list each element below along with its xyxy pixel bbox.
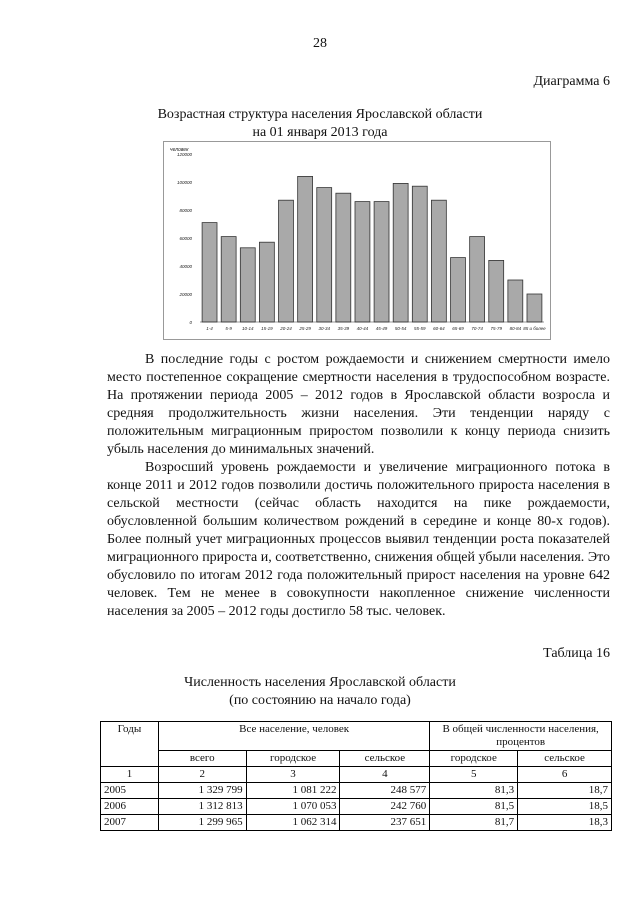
bar <box>489 260 504 322</box>
cell-total: 1 299 965 <box>158 815 246 831</box>
table-row <box>101 783 612 799</box>
bar <box>221 237 236 322</box>
table-header-row <box>101 722 612 751</box>
cell-rural-share: 18,3 <box>518 815 612 831</box>
x-tick-label: 50-54 <box>394 326 407 331</box>
y-axis-label: человек <box>170 147 189 153</box>
y-tick-label: 100000 <box>176 180 192 185</box>
x-tick-label: 10-14 <box>242 326 254 331</box>
cell-rural-share: 18,5 <box>518 799 612 815</box>
bar-chart <box>164 142 550 339</box>
y-tick-label: 60000 <box>179 236 192 241</box>
column-number: 1 <box>101 767 159 783</box>
x-tick-label: 55-59 <box>414 326 426 331</box>
chart-title-line2: на 01 января 2013 года <box>252 125 388 140</box>
bar <box>202 223 217 322</box>
table-row <box>101 815 612 831</box>
cell-year: 2006 <box>101 799 159 815</box>
header-rural: сельское <box>340 751 430 767</box>
x-tick-label: 20-24 <box>280 326 292 331</box>
table-label: Таблица 16 <box>543 646 610 661</box>
header-all: всего <box>158 751 246 767</box>
body-text <box>107 351 610 621</box>
cell-year: 2005 <box>101 783 159 799</box>
bar <box>355 202 370 322</box>
y-tick-label: 120000 <box>176 152 192 157</box>
table-title-line1: Численность населения Ярославской области <box>184 675 456 690</box>
x-tick-label: 70-74 <box>471 326 483 331</box>
cell-total: 1 312 813 <box>158 799 246 815</box>
paragraph-1: В последние годы с ростом рождаемости и снижением смертности имело место постепенное сокращение смертности населения в трудоспособном возрасте. На протяжении периода 2005 – 2012 годов в Ярославской области возросла и средняя продолжительность жизни населения. Эти тенденции наряду с положительным миграционным приростом позволили к концу периода снизить убыль населения до минимальных значений. <box>107 352 610 457</box>
x-tick-label: 65-69 <box>452 326 464 331</box>
paragraph-2: Возросший уровень рождаемости и увеличение миграционного потока в конце 2011 и 2012 годов позволили достичь положительного прироста населения в сельской местности (сейчас область находится на пике рождаемости, обусловленной большим количеством рождений в середине и конце 80-х годов). Более полный учет миграционных процессов выявил тенденции роста показателей миграционного прироста и, соответственно, снижения общей убыли населения. Это обусловило по итогам 2012 года положительный прирост населения на уровне 642 человек. Тем не менее в совокупности накопленное снижение численности населения за 2005 – 2012 годы достигло 58 тыс. человек. <box>107 460 610 619</box>
column-number-row <box>101 767 612 783</box>
x-tick-label: 60-64 <box>433 326 445 331</box>
x-tick-label: 35-39 <box>337 326 350 331</box>
cell-total: 1 329 799 <box>158 783 246 799</box>
y-tick-label: 0 <box>189 320 192 325</box>
bar <box>527 294 542 322</box>
header-rural-share: сельское <box>518 751 612 767</box>
y-tick-label: 40000 <box>179 264 192 269</box>
chart-title <box>0 106 640 142</box>
x-tick-label: 1-4 <box>206 326 213 331</box>
bar <box>240 248 255 322</box>
table-title <box>0 674 640 710</box>
y-tick-label: 80000 <box>179 208 192 213</box>
x-tick-label: 75-79 <box>490 326 502 331</box>
bar <box>451 258 466 322</box>
table-row <box>101 799 612 815</box>
chart-title-line1: Возрастная структура населения Ярославской области <box>157 107 483 122</box>
header-share: В общей численности населения, процентов <box>430 722 612 751</box>
cell-urban-share: 81,5 <box>430 799 518 815</box>
bar <box>279 200 294 322</box>
bar <box>431 200 446 322</box>
bar <box>412 186 427 322</box>
population-table <box>100 721 612 831</box>
column-number: 6 <box>518 767 612 783</box>
cell-rural: 237 651 <box>340 815 430 831</box>
bar <box>374 202 389 322</box>
cell-rural-share: 18,7 <box>518 783 612 799</box>
cell-rural: 248 577 <box>340 783 430 799</box>
cell-urban: 1 070 053 <box>246 799 340 815</box>
cell-urban-share: 81,7 <box>430 815 518 831</box>
x-tick-label: 85 и более <box>523 326 546 331</box>
header-urban: городское <box>246 751 340 767</box>
x-tick-label: 15-19 <box>261 326 273 331</box>
column-number: 5 <box>430 767 518 783</box>
diagram-label: Диаграмма 6 <box>533 74 610 89</box>
bar <box>298 176 313 322</box>
x-tick-label: 45-49 <box>375 326 388 331</box>
column-number: 4 <box>340 767 430 783</box>
bar <box>393 183 408 322</box>
bar <box>317 188 332 322</box>
x-tick-label: 40-44 <box>356 326 369 331</box>
x-tick-label: 30-34 <box>318 326 330 331</box>
header-urban-share: городское <box>430 751 518 767</box>
bar <box>336 193 351 322</box>
bar <box>508 280 523 322</box>
x-tick-label: 80-84 <box>509 326 522 331</box>
cell-urban: 1 062 314 <box>246 815 340 831</box>
bar <box>259 242 274 322</box>
table-subheader-row <box>101 751 612 767</box>
chart-frame <box>163 141 551 340</box>
table-title-line2: (по состоянию на начало года) <box>229 693 411 708</box>
x-tick-label: 5-9 <box>225 326 232 331</box>
cell-urban: 1 081 222 <box>246 783 340 799</box>
x-tick-label: 25-29 <box>299 326 311 331</box>
cell-rural: 242 760 <box>340 799 430 815</box>
column-number: 2 <box>158 767 246 783</box>
header-years: Годы <box>101 722 159 767</box>
bar <box>470 237 485 322</box>
page-number: 28 <box>313 36 327 51</box>
y-tick-label: 20000 <box>179 292 192 297</box>
cell-urban-share: 81,3 <box>430 783 518 799</box>
cell-year: 2007 <box>101 815 159 831</box>
column-number: 3 <box>246 767 340 783</box>
header-total: Все население, человек <box>158 722 429 751</box>
